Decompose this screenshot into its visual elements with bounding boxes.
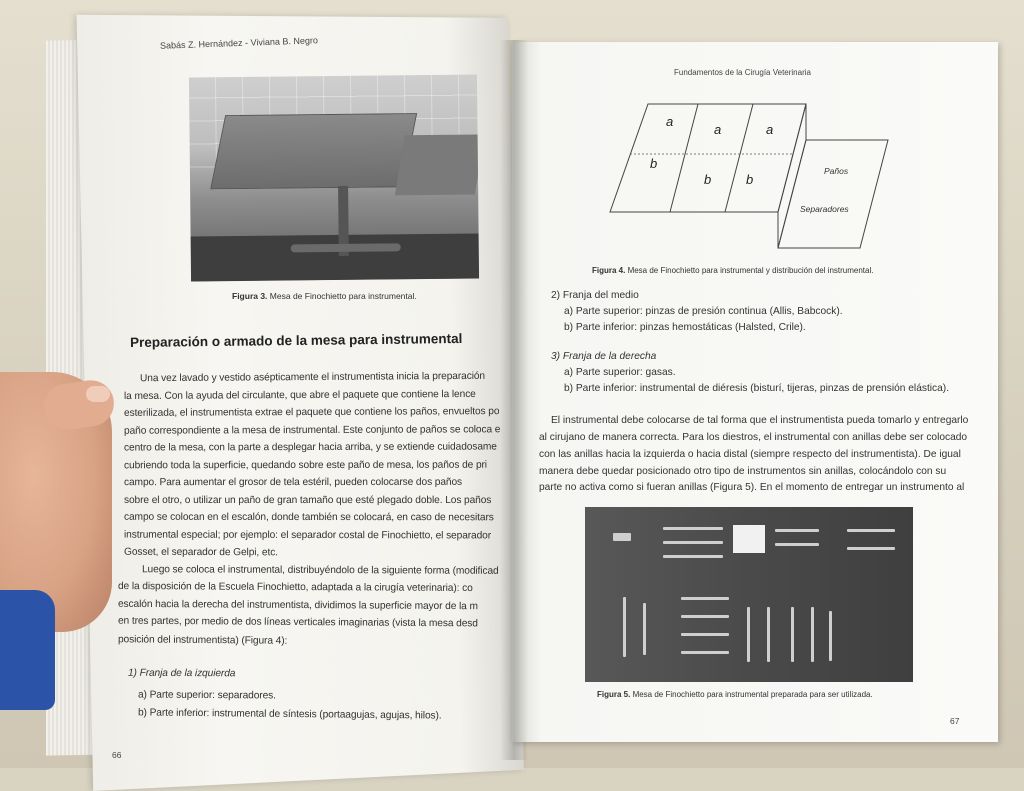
instrument — [847, 529, 895, 532]
paragraph-line: posición del instrumentista) (Figura 4): — [117, 634, 288, 647]
diagram-step-surface — [778, 140, 888, 248]
table-tray — [210, 113, 417, 189]
instrument — [663, 541, 723, 544]
instrument — [663, 527, 723, 530]
diagram-label-b: b — [746, 172, 754, 187]
paragraph-line: Una vez lavado y vestido asépticamente el instrumentista inicia la preparación — [139, 370, 486, 385]
figure5-caption-label: Figura 5. — [597, 690, 631, 699]
right-heading: 3) Franja de la derecha — [551, 351, 657, 362]
figure5-photo — [585, 507, 913, 682]
figure5-caption — [597, 690, 873, 699]
table-step — [395, 134, 479, 195]
left-page-header: Sabás Z. Hernández - Viviana B. Negro — [159, 35, 319, 51]
list-item: a) Parte superior: separadores. — [137, 689, 276, 702]
figure4-caption-text: Mesa de Finochietto para instrumental y distribución del instrumental. — [625, 266, 874, 275]
diagram-divider — [670, 104, 698, 212]
paragraph-line: centro de la mesa, con la parte a desplegar hacia arriba, y se extiende cuidadosame — [123, 441, 497, 454]
figure4-caption-label: Figura 4. — [592, 266, 626, 275]
thumbnail — [86, 386, 110, 402]
blue-sleeve — [0, 590, 55, 710]
instrument — [643, 603, 646, 655]
middle-item: a) Parte superior: pinzas de presión continua (Allis, Babcock). — [564, 306, 843, 317]
paragraph-line: de la disposición de la Escuela Finochietto, adaptada a la cirugía veterinaria): co — [117, 581, 473, 594]
table-base — [291, 243, 401, 252]
floor — [191, 233, 479, 281]
paragraph-line: instrumental especial; por ejemplo: el separador costal de Finochietto, el separador — [123, 529, 492, 542]
instrument — [767, 607, 770, 662]
middle-heading: 2) Franja del medio — [551, 290, 639, 301]
paragraph-line: esterilizada, el instrumentista extrae el paquete que contiene los paños, envueltos po — [123, 406, 500, 419]
instrument — [681, 597, 729, 600]
right-item: b) Parte inferior: instrumental de diéresis (bisturí, tijeras, pinzas de prensión elástica). — [564, 383, 950, 394]
paragraph-line: El instrumental debe colocarse de tal forma que el instrumentista pueda tomarlo y entregarlo — [551, 415, 969, 426]
paragraph-line: campo se colocan en el escalón, donde también se colocará, en caso de necesitars — [123, 511, 494, 524]
diagram-label-a: a — [666, 114, 674, 129]
paragraph-line: con las anillas hacia la izquierda o hacia distal (siempre respecto del instrumentista). De igual — [539, 449, 961, 460]
figure3-caption-label: Figura 3. — [232, 291, 268, 301]
instrument — [681, 615, 729, 618]
right-page-header: Fundamentos de la Cirugía Veterinaria — [674, 68, 811, 77]
paragraph-line: en tres partes, por medio de dos líneas verticales imaginarias (vista la mesa desd — [117, 615, 478, 630]
diagram-label-b: b — [650, 156, 658, 171]
diagram-label-panos: Paños — [824, 166, 849, 176]
book-spine-shadow — [500, 40, 528, 760]
list-heading-left: 1) Franja de la izquierda — [127, 667, 236, 680]
instrument — [811, 607, 814, 662]
paragraph-line: cubriendo toda la superficie, quedando sobre este paño de mesa, los paños de pri — [123, 459, 487, 472]
right-item: a) Parte superior: gasas. — [564, 367, 676, 378]
paragraph-line: campo. Para aumentar el grosor de tela estéril, pueden colocarse dos paños — [123, 476, 463, 489]
right-page-number: 67 — [950, 716, 960, 726]
scalpel-handle — [613, 533, 631, 541]
paragraph-line: Luego se coloca el instrumental, distribuyéndolo de la siguiente forma (modificad — [141, 564, 499, 577]
section-title: Preparación o armado de la mesa para instrumental — [129, 330, 463, 351]
instrument — [663, 555, 723, 558]
figure3-caption — [232, 291, 417, 301]
instrument — [791, 607, 794, 662]
diagram-label-a: a — [714, 122, 722, 137]
figure4-diagram — [608, 96, 898, 256]
diagram-main-surface — [610, 104, 806, 212]
paragraph-line: sobre el otro, o utilizar un paño de gran tamaño que esté plegado doble. Los paños — [123, 494, 492, 507]
instrument — [829, 611, 832, 661]
paragraph-line: manera debe quedar posicionado otro tipo de instrumentos sin anillas, colocándolo con su — [539, 466, 947, 477]
figure4-caption — [592, 266, 873, 275]
left-page-number: 66 — [112, 750, 122, 760]
instrument — [623, 597, 626, 657]
paragraph-line: escalón hacia la derecha del instrumentista, dividimos la superficie mayor de la m — [117, 598, 478, 613]
list-item: b) Parte inferior: instrumental de síntesis (portaagujas, agujas, hilos). — [137, 707, 442, 722]
instrument — [681, 651, 729, 654]
paragraph-line: al cirujano de manera correcta. Para los diestros, el instrumental con anillas debe ser colocado — [539, 432, 968, 443]
diagram-label-separadores: Separadores — [800, 204, 849, 214]
paragraph-line: parte no activa como si fueran anillas (Figura 5). En el momento de entregar un instrumento al — [539, 482, 965, 493]
diagram-label-b: b — [704, 172, 712, 187]
middle-item: b) Parte inferior: pinzas hemostáticas (Halsted, Crile). — [564, 322, 806, 333]
instrument — [847, 547, 895, 550]
paragraph-line: la mesa. Con la ayuda del circulante, que abre el paquete que contiene la lence — [123, 388, 476, 403]
figure3-photo — [189, 74, 479, 281]
figure3-caption-text: Mesa de Finochietto para instrumental. — [267, 291, 417, 301]
instrument — [747, 607, 750, 662]
paragraph-line: paño correspondiente a la mesa de instrumental. Este conjunto de paños se coloca e — [123, 424, 501, 437]
instrument — [681, 633, 729, 636]
gauze-pads — [733, 525, 765, 553]
diagram-step-side — [778, 104, 806, 248]
instrument — [775, 529, 819, 532]
paragraph-line: Gosset, el separador de Gelpi, etc. — [123, 546, 278, 559]
diagram-label-a: a — [766, 122, 774, 137]
diagram-divider — [725, 104, 753, 212]
instrument — [775, 543, 819, 546]
figure5-caption-text: Mesa de Finochietto para instrumental preparada para ser utilizada. — [630, 690, 873, 699]
